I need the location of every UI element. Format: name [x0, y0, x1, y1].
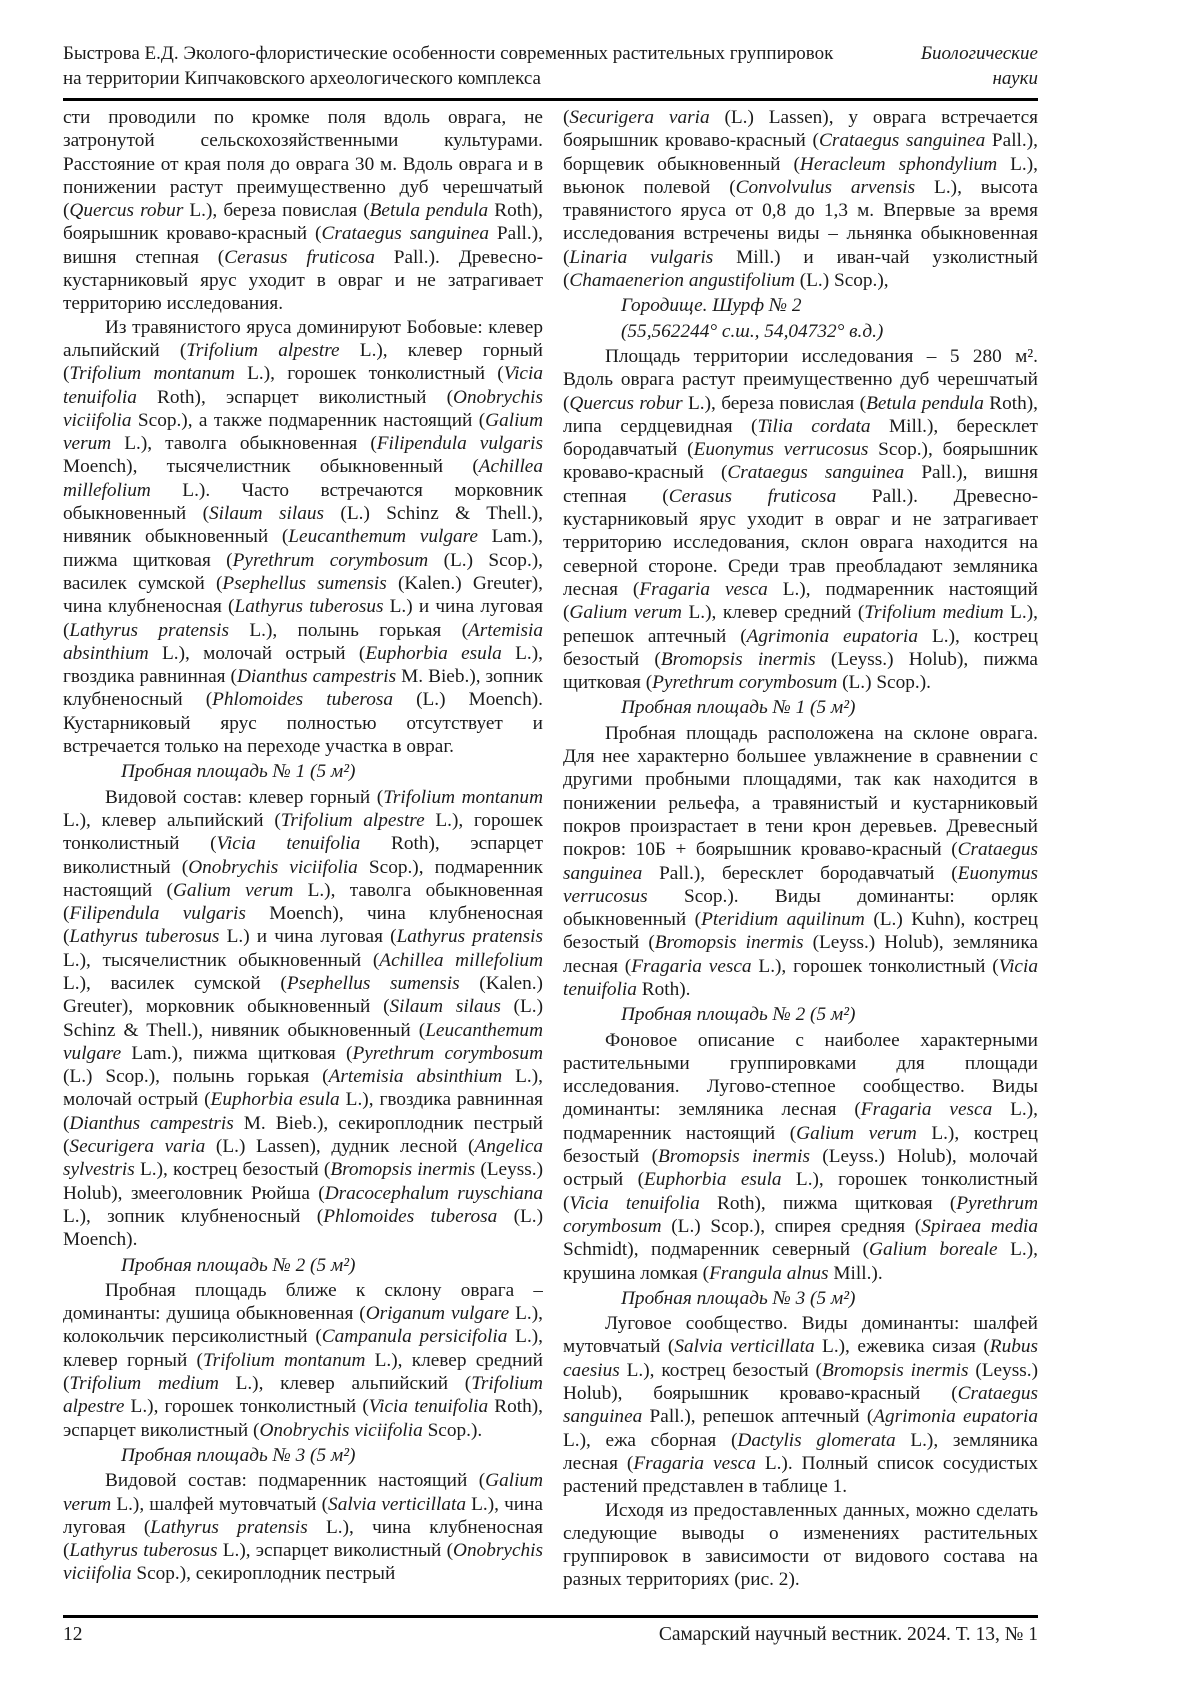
species-latin-name: Origanum vulgare [365, 1303, 510, 1325]
species-latin-name: Dactylis glomerata [737, 1429, 896, 1451]
body-text: L.), кострец безостый ( [134, 1159, 331, 1181]
body-text: Schmidt), подмаренник северный ( [563, 1239, 870, 1261]
species-latin-name: Crataegus sanguinea [321, 223, 489, 245]
body-text: L.), зопник клубненосный ( [63, 1205, 324, 1227]
section-name-line2: науки [992, 67, 1038, 89]
species-latin-name: Crataegus sanguinea [727, 462, 905, 484]
body-text: (L.) Schinz & Thell.), нивяник обыкновенный ( [63, 996, 543, 1041]
species-latin-name: Betula pendula [866, 392, 984, 414]
journal-reference: Самарский научный вестник. 2024. Т. 13, № 1 [658, 1624, 1038, 1645]
species-latin-name: Trifolium montanum [69, 363, 235, 385]
body-text: L.), шалфей мутовчатый ( [111, 1493, 329, 1515]
species-latin-name: Fragaria vesca [631, 955, 752, 977]
species-latin-name: Fragaria vesca [639, 578, 768, 600]
body-text: L.), кострец безостый ( [563, 625, 1038, 670]
species-latin-name: Bromopsis inermis [821, 1359, 969, 1381]
species-latin-name: Trifolium montanum [202, 1349, 366, 1371]
species-latin-name: Dracocephalum ruyschiana [324, 1182, 543, 1204]
body-text: L.), гвоздика равнинная ( [63, 1089, 543, 1134]
body-text: L.), молочай острый ( [148, 642, 366, 664]
species-latin-name: Trifolium alpestre [63, 1373, 543, 1418]
paragraph [563, 1499, 1038, 1592]
species-latin-name: Achillea millefolium [379, 949, 543, 971]
species-latin-name: Lathyrus tuberosus [69, 1540, 218, 1562]
species-latin-name: Cerasus fruticosa [224, 246, 375, 268]
page-header [63, 42, 1038, 101]
section-heading: Пробная площадь № 2 (5 м²) [121, 1254, 356, 1276]
body-text: L.), береза повислая ( [682, 392, 867, 414]
body-text: L.), береза повислая ( [183, 200, 370, 222]
body-text: Scop.), подмаренник настоящий ( [63, 856, 543, 901]
body-text: (Kalen.) Greuter), морковник обыкновенный ( [63, 972, 543, 1018]
species-latin-name: Heracleum sphondylium [799, 153, 998, 175]
species-latin-name: Onobrychis viciifolia [188, 856, 358, 878]
species-latin-name: Dianthus campestris [236, 666, 397, 688]
body-text: Moench), чина клубненосная ( [63, 903, 543, 948]
species-latin-name: Bromopsis inermis [660, 648, 816, 670]
body-text: (Leyss.) Holub), пижма щитковая ( [563, 648, 1038, 694]
species-latin-name: Onobrychis viciifolia [63, 386, 543, 431]
body-text: Roth), пижма щитковая ( [699, 1192, 957, 1214]
paragraph [563, 1312, 1038, 1498]
species-latin-name: Frangula alnus [709, 1262, 829, 1284]
body-text: L.), крушина ломкая ( [563, 1239, 1038, 1284]
species-latin-name: Phlomoides tuberosa [212, 689, 394, 711]
species-latin-name: Securigera varia [69, 1136, 206, 1158]
species-latin-name: Leucanthemum vulgare [63, 1019, 543, 1064]
body-text: Scop.), а также подмаренник настоящий ( [131, 409, 486, 431]
body-text: L.), клевер горный ( [63, 339, 543, 385]
species-latin-name: Onobrychis viciifolia [259, 1419, 423, 1441]
species-latin-name: Salvia verticillata [674, 1336, 815, 1358]
body-text: L.). Полный список сосудистых растений представлен в таблице 1. [563, 1452, 1038, 1498]
species-latin-name: Trifolium medium [864, 602, 1004, 624]
body-text: Pall.), вишня степная ( [563, 462, 1038, 507]
body-text: Pall.). Древесно-кустарниковый ярус уходит в овраг и не затрагивает территорию исследования, склон оврага находится на северной стороне. Среди трав преобладают земляника лесная ( [563, 485, 1038, 600]
species-latin-name: Psephellus sumensis [222, 572, 387, 594]
species-latin-name: Pteridium aquilinum [701, 909, 865, 931]
species-latin-name: Vicia tenuifolia [563, 955, 1038, 1000]
body-text: L.), горошек тонколистный ( [751, 955, 999, 977]
species-latin-name: Galium verum [63, 1470, 543, 1515]
species-latin-name: Fragaria vesca [860, 1099, 993, 1121]
body-text: Roth), липа сердцевидная ( [563, 392, 1038, 437]
species-latin-name: Bromopsis inermis [330, 1159, 476, 1181]
species-latin-name: Crataegus sanguinea [818, 130, 986, 152]
species-latin-name: Linaria vulgaris [569, 246, 714, 268]
paragraph [563, 345, 1038, 694]
species-latin-name: Silaum silaus [209, 503, 325, 525]
body-text: (L.) Scop.), спирея средняя ( [661, 1215, 922, 1237]
species-latin-name: Euphorbia esula [210, 1089, 340, 1111]
species-latin-name: Pyrethrum corymbosum [352, 1042, 543, 1064]
paragraph [563, 722, 1038, 1002]
species-latin-name: Agrimonia eupatoria [746, 625, 919, 647]
body-text: (Leyss.) Holub), молочай острый ( [563, 1146, 1038, 1191]
body-text: L.), ежевика сизая ( [814, 1336, 990, 1358]
species-latin-name: Cerasus fruticosa [668, 485, 837, 507]
body-text: (L.) Scop.), [794, 270, 889, 292]
species-latin-name: Agrimonia eupatoria [873, 1406, 1038, 1428]
page-footer [63, 1615, 1038, 1647]
species-latin-name: Angelica sylvestris [63, 1136, 543, 1181]
body-text: L.), кострец безостый ( [619, 1359, 822, 1381]
body-text: L.) и чина луговая ( [63, 596, 543, 641]
body-text: L.), клевер альпийский ( [63, 809, 281, 831]
section-name-line1: Биологические [920, 43, 1038, 64]
species-latin-name: Leucanthemum vulgare [288, 526, 478, 548]
body-text: L.), молочай острый ( [63, 1066, 543, 1111]
body-text: L.), подмаренник настоящий ( [563, 578, 1038, 624]
body-text: L.), колокольчик персиколистный ( [63, 1303, 543, 1348]
species-latin-name: Silaum silaus [389, 996, 501, 1018]
body-text: L.), клевер средний ( [63, 1349, 543, 1395]
body-text: сти проводили по кромке поля вдоль оврага, не затронутой сельскохозяйственными культурами. Расстояние от края поля до оврага 30 м. Вдоль оврага и в понижении растут преимущественно дуб черешчатый ( [63, 107, 543, 222]
body-text: M. Bieb.), зопник клубненосный ( [63, 666, 543, 711]
species-latin-name: Crataegus sanguinea [563, 839, 1038, 884]
species-latin-name: Betula pendula [369, 200, 489, 222]
body-text: Pall.). Древесно-кустарниковый ярус уходит в овраг и не затрагивает территорию исследования. [63, 246, 543, 315]
body-text: (L.) Moench). [63, 1205, 543, 1251]
body-text: L.), репешок аптечный ( [563, 602, 1038, 647]
body-text: (L.) Schinz & Thell.), нивяник обыкновенный ( [63, 503, 543, 548]
species-latin-name: Chamaenerion angustifolium [569, 270, 795, 292]
species-latin-name: Bromopsis inermis [654, 932, 804, 954]
body-text: L.), горошек тонколистный ( [563, 1169, 1038, 1214]
body-text: L.) и чина луговая ( [219, 926, 397, 948]
body-text: Pall.), репешок аптечный ( [642, 1406, 874, 1428]
body-text: Scop.), секироплодник пестрый [131, 1563, 396, 1585]
body-text: (L.) Scop.), василек сумской ( [63, 549, 543, 594]
body-text: Луговое сообщество. Виды доминанты: шалфей мутовчатый ( [563, 1313, 1038, 1358]
species-latin-name: Artemisia absinthium [328, 1066, 503, 1088]
body-text: L.), ежа сборная ( [563, 1429, 738, 1451]
page-number: 12 [63, 1624, 83, 1645]
species-latin-name: Salvia verticillata [328, 1493, 466, 1515]
body-text: L.), горошек тонколистный ( [63, 809, 543, 855]
section-heading: Пробная площадь № 2 (5 м²) [621, 1004, 856, 1026]
species-latin-name: Pyrethrum corymbosum [563, 1192, 1038, 1237]
body-text: (Leyss.) Holub), змееголовник Рюйша ( [63, 1159, 543, 1204]
species-latin-name: Spiraea media [921, 1215, 1038, 1237]
body-text: (Leyss.) Holub), боярышник кроваво-красный ( [563, 1359, 1038, 1405]
species-latin-name: Vicia tenuifolia [63, 363, 543, 408]
species-latin-name: Dianthus campestris [69, 1112, 234, 1134]
section-heading: Пробная площадь № 3 (5 м²) [621, 1287, 856, 1309]
species-latin-name: Trifolium alpestre [186, 339, 340, 361]
body-text: Scop.), боярышник кроваво-красный ( [563, 439, 1038, 484]
species-latin-name: Convolvulus arvensis [735, 176, 916, 198]
body-text: (L.) Scop.), полынь горькая ( [63, 1066, 329, 1088]
body-text: Пробная площадь расположена на склоне оврага. Для нее характерно большее увлажнение в сравнении с другими пробными площадями, так как находится в понижении рельефа, а травянистый и кустарниковый покров произрастает в тени крон деревьев. Древесный покров: 10Б + боярышник кроваво-красный ( [563, 722, 1038, 861]
species-latin-name: Pyrethrum corymbosum [232, 549, 429, 571]
species-latin-name: Euonymus verrucosus [563, 862, 1038, 907]
body-text: (Leyss.) Holub), земляника лесная ( [563, 932, 1038, 977]
section-heading: Пробная площадь № 3 (5 м²) [121, 1444, 356, 1466]
body-text: Mill.), бересклет бородавчатый ( [563, 415, 1038, 461]
species-latin-name: Phlomoides tuberosa [323, 1205, 498, 1227]
body-text: Площадь территории исследования – 5 280 м². Вдоль оврага растут преимущественно дуб черешчатый ( [563, 345, 1038, 414]
body-text: Roth), эспарцет виколистный ( [63, 1396, 543, 1441]
paragraph [63, 786, 543, 1252]
species-latin-name: Euphorbia esula [644, 1169, 782, 1191]
species-latin-name: Trifolium medium [69, 1373, 219, 1395]
species-latin-name: Bromopsis inermis [658, 1146, 810, 1168]
body-text: L.), полынь горькая ( [229, 619, 469, 641]
body-text: Исходя из предоставленных данных, можно сделать следующие выводы о изменениях растительных группировок в зависимости от видового состава на разных территориях (рис. 2). [563, 1499, 1038, 1591]
body-text: L.), эспарцет виколистный ( [217, 1540, 454, 1562]
body-text: L.), василек сумской ( [63, 972, 287, 994]
running-head-author [63, 42, 833, 91]
species-latin-name: Galium boreale [869, 1239, 998, 1261]
species-latin-name: Crataegus sanguinea [563, 1383, 1038, 1428]
body-text: L.), гвоздика равнинная ( [63, 642, 543, 688]
species-latin-name: Galium verum [796, 1122, 917, 1144]
body-text: Из травянистого яруса доминируют Бобовые: клевер альпийский ( [63, 316, 543, 361]
body-text: Scop.). Виды доминанты: орляк обыкновенный ( [563, 885, 1038, 931]
species-latin-name: Vicia tenuifolia [216, 833, 361, 855]
body-text: Mill.). [828, 1262, 883, 1284]
species-latin-name: Psephellus sumensis [286, 972, 460, 994]
body-text: L.), чина клубненосная ( [63, 1516, 543, 1562]
species-latin-name: Achillea millefolium [63, 456, 543, 501]
species-latin-name: Artemisia absinthium [63, 619, 543, 664]
body-text: L.), чина луговая ( [63, 1493, 543, 1538]
body-text: L.), высота травянистого яруса от 0,8 до 1,3 м. Впервые за время исследования встречены виды – льнянка обыкновенная ( [563, 176, 1038, 268]
body-text: Mill.) и иван-чай узколистный ( [563, 246, 1038, 292]
paragraph [63, 106, 543, 316]
species-latin-name: Vicia tenuifolia [569, 1192, 700, 1214]
species-latin-name: Quercus robur [69, 200, 184, 222]
species-latin-name: Galium verum [63, 409, 543, 455]
paragraph [63, 1469, 543, 1585]
section-heading: Пробная площадь № 1 (5 м²) [621, 697, 856, 719]
body-text: Roth). [636, 978, 691, 1000]
species-latin-name: Lathyrus pratensis [396, 926, 543, 948]
species-latin-name: Galium verum [172, 879, 294, 901]
body-text: Roth), эспарцет виколистный ( [63, 833, 543, 878]
column-left [63, 106, 543, 1608]
body-text: Scop.). [422, 1419, 483, 1441]
body-text: L.), таволга обыкновенная ( [63, 879, 543, 925]
body-text: L.). Часто встречаются морковник обыкновенный ( [63, 479, 543, 525]
body-text: Pall.), бересклет бородавчатый ( [642, 862, 958, 884]
body-text: Фоновое описание с наиболее характерными растительными группировками для площади исследования. Лугово-степное сообщество. Виды доминанты: земляника лесная ( [563, 1029, 1038, 1121]
species-latin-name: Fragaria vesca [633, 1452, 756, 1474]
body-text: (L.) Lassen), у оврага встречается боярышник кроваво-красный ( [563, 107, 1038, 152]
species-latin-name: Lathyrus pratensis [150, 1516, 308, 1538]
species-latin-name: Lathyrus pratensis [69, 619, 230, 641]
running-head-line2: на территории Кипчаковского археологического комплекса [63, 67, 541, 89]
body-text: (L.) Kuhn), кострец безостый ( [563, 909, 1038, 954]
body-text: L.), подмаренник настоящий ( [563, 1099, 1038, 1144]
paragraph [563, 1029, 1038, 1285]
running-head-line1: Быстрова Е.Д. Эколого-флористические особенности современных растительных группировок [63, 43, 834, 64]
section-heading: (55,562244° с.ш., 54,04732° в.д.) [621, 320, 884, 342]
body-text: Видовой состав: подмаренник настоящий ( [105, 1470, 486, 1492]
species-latin-name: Trifolium montanum [383, 786, 543, 808]
body-text: Roth), боярышник кроваво-красный ( [63, 200, 543, 245]
paragraph [563, 106, 1038, 292]
body-text: (L.) Scop.). [837, 672, 931, 694]
species-latin-name: Rubus caesius [563, 1336, 1038, 1381]
two-column-text [63, 106, 1038, 1608]
species-latin-name: Quercus robur [569, 392, 683, 414]
species-latin-name: Campanula persicifolia [321, 1326, 508, 1348]
body-text: L.), кострец безостый ( [563, 1122, 1038, 1168]
body-text: Видовой состав: клевер горный ( [105, 786, 384, 808]
body-text: Moench), тысячелистник обыкновенный ( [63, 456, 479, 478]
body-text: Lam.), пижма щитковая ( [63, 526, 543, 571]
species-latin-name: Galium verum [569, 602, 682, 624]
species-latin-name: Tilia cordata [757, 415, 871, 437]
species-latin-name: Onobrychis viciifolia [63, 1540, 543, 1585]
body-text: L.), тысячелистник обыкновенный ( [63, 949, 380, 971]
body-text: Pall.), вишня степная ( [63, 223, 543, 268]
species-latin-name: Pyrethrum corymbosum [652, 672, 838, 694]
section-heading: Городище. Шурф № 2 [621, 295, 802, 317]
species-latin-name: Filipendula vulgaris [376, 433, 543, 455]
body-text: (L.) Moench). Кустарниковый ярус полностью отсутствует и встречается только на переходе участка в овраг. [63, 689, 543, 758]
species-latin-name: Filipendula vulgaris [69, 903, 246, 925]
species-latin-name: Euphorbia esula [365, 642, 502, 664]
body-text: L.), таволга обыкновенная ( [111, 433, 377, 455]
species-latin-name: Securigera varia [569, 107, 710, 128]
body-text: L.), клевер горный ( [63, 1326, 543, 1371]
body-text: ( [563, 107, 570, 128]
paragraph [63, 1279, 543, 1442]
species-latin-name: Lathyrus tuberosus [234, 596, 384, 618]
species-latin-name: Lathyrus tuberosus [69, 926, 220, 948]
section-heading: Пробная площадь № 1 (5 м²) [121, 761, 356, 783]
paragraph [63, 316, 543, 759]
body-text: Roth), эспарцет виколистный ( [136, 386, 454, 408]
body-text: L.), горошек тонколистный ( [124, 1396, 369, 1418]
body-text: L.), клевер альпийский ( [218, 1373, 472, 1395]
body-text: M. Bieb.), секироплодник пестрый ( [63, 1112, 543, 1158]
body-text: (L.) Lassen), дудник лесной ( [205, 1136, 475, 1158]
body-text: L.), вьюнок полевой ( [563, 153, 1038, 198]
species-latin-name: Vicia tenuifolia [368, 1396, 489, 1418]
body-text: Pall.), борщевик обыкновенный ( [563, 130, 1038, 175]
body-text: Пробная площадь ближе к склону оврага – доминанты: душица обыкновенная ( [63, 1279, 543, 1325]
column-right [563, 106, 1038, 1608]
species-latin-name: Trifolium alpestre [280, 809, 425, 831]
body-text: L.), клевер средний ( [681, 602, 865, 624]
running-head-section [921, 42, 1038, 91]
body-text: L.), земляника лесная ( [563, 1429, 1038, 1474]
body-text: L.), горошек тонколистный ( [234, 363, 504, 385]
body-text: (Kalen.) Greuter), чина клубненосная ( [63, 572, 543, 618]
body-text: Lam.), пижма щитковая ( [121, 1042, 353, 1064]
species-latin-name: Euonymus verrucosus [693, 439, 869, 461]
